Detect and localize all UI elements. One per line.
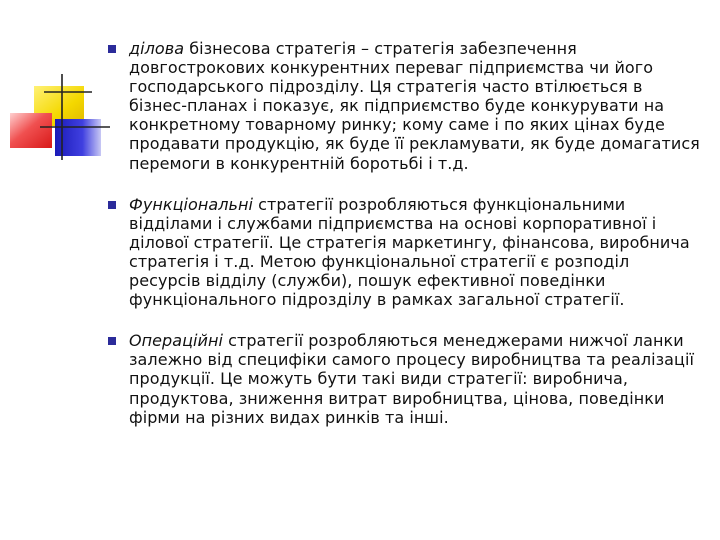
bullet-list — [108, 39, 703, 449]
term: ділова — [129, 39, 185, 58]
paragraph — [129, 331, 703, 426]
paragraph-text: бізнесова стратегія – стратегія забезпечення довгострокових конкурентних переваг підприємства чи його господарського підрозділу. Ця стратегія часто втілюється в бізнес-планах і показує, як підприємство буде конкурувати на конкретному товарному ринку; кому саме і по яких цінах буде продавати продукцію, як буде її рекламувати, як буде домагатися перемоги в конкурентній боротьбі і т.д. — [129, 39, 700, 173]
decorative-squares-graphic — [0, 0, 110, 170]
list-item — [108, 195, 703, 310]
term: Операційні — [129, 331, 223, 351]
paragraph-text: стратегії розробляються функціональними відділами і службами підприємства на основі корпоративної і ділової стратегії. Це стратегія маркетингу, фінансова, виробнича стратегія і т.д. Метою функціональної стратегії є розподіл ресурсів відділу (служби), пошук ефективної поведінки функціонального підрозділу в рамках загальної стратегії. — [129, 194, 690, 310]
list-item — [108, 331, 703, 426]
paragraph — [129, 195, 703, 310]
term: Функціональні — [129, 194, 253, 214]
red-square — [10, 113, 52, 148]
paragraph-text: стратегії розробляються менеджерами нижчої ланки залежно від специфіки самого процесу виробництва та реалізації продукції. Це можуть бути такі види стратегії: виробнича, продуктова, зниження витрат виробництва, цінова, поведінки фірми на різних видах ринків та інші. — [129, 331, 694, 427]
bullet-square-icon — [108, 337, 116, 345]
list-item — [108, 39, 703, 173]
bullet-square-icon — [108, 45, 116, 53]
bullet-square-icon — [108, 201, 116, 209]
paragraph — [129, 39, 703, 173]
